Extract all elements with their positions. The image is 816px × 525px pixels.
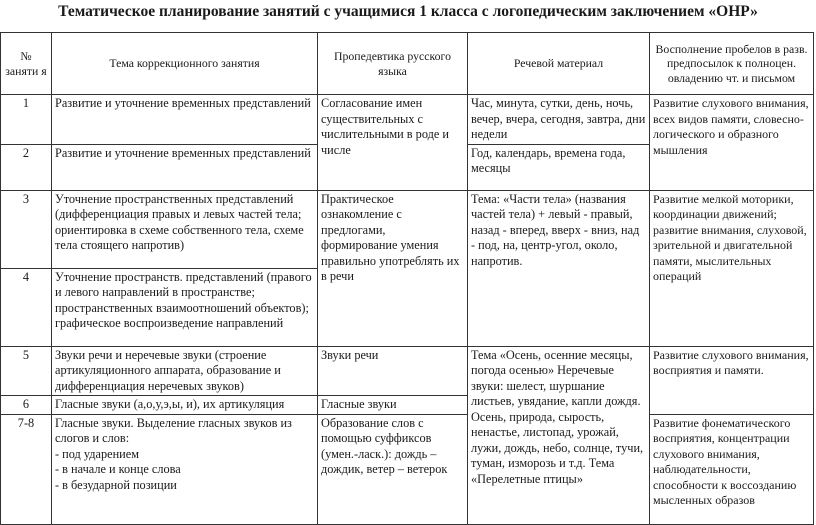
- row-num: 1: [1, 95, 52, 145]
- list-item: - под ударением: [55, 446, 139, 461]
- row-topic: Уточнение пространственных представлений (дифференциация правых и левых частей тела; ориентировка в схеме собственного тела, схеме тела стоящего напротив): [52, 190, 318, 268]
- gaps-cell: Развитие слухового внимания, восприятия и памяти.: [650, 346, 814, 414]
- list-item: - в безударной позиции: [55, 477, 177, 492]
- row-num: 7-8: [1, 414, 52, 524]
- row-topic-text: Гласные звуки. Выделение гласных звуков из слогов и слов:: [55, 415, 292, 445]
- row-topic: Гласные звуки (а,о,у,э,ы, и), их артикуляция: [52, 396, 318, 415]
- speech-cell: Тема «Осень, осенние месяцы, погода осенью» Неречевые звуки: шелест, шуршание листьев, увядание, капли дождя. Осень, природа, сырость, ненастье, листопад, урожай, лужи, дождь, небо, солнце, тучи, туман, изморозь и т.д. Тема «Перелетные птицы»: [468, 346, 650, 524]
- list-item: - в начале и конце слова: [55, 462, 181, 476]
- header-num: № заняти я: [1, 33, 52, 95]
- speech-cell: Час, минута, сутки, день, ночь, вечер, вчера, сегодня, завтра, дни недели: [468, 95, 650, 145]
- propaedeutics-cell: Гласные звуки: [318, 396, 468, 415]
- row-num: 2: [1, 144, 52, 190]
- propaedeutics-cell: Согласование имен существительных с числительными в роде и числе: [318, 95, 468, 191]
- header-row: [1, 33, 814, 95]
- table-row: [1, 95, 814, 145]
- row-num: 6: [1, 396, 52, 415]
- row-num: 4: [1, 268, 52, 346]
- row-topic: Уточнение пространств. представлений (правого и левого направлений в пространстве; пространственных взаимоотношений объектов); графическое воспроизведение направлений: [52, 268, 318, 346]
- planning-table: [0, 32, 814, 525]
- gaps-cell: Развитие слухового внимания, всех видов памяти, словесно-логического и образного мышления: [650, 95, 814, 191]
- propaedeutics-cell: Практическое ознакомление с предлогами, формирование умения правильно употреблять их в речи: [318, 190, 468, 346]
- header-propaedeutics: Пропедевтика русского языка: [318, 33, 468, 95]
- propaedeutics-cell: Звуки речи: [318, 346, 468, 396]
- table-row: [1, 414, 814, 524]
- speech-cell: Тема: «Части тела» (названия частей тела) + левый - правый, назад - вперед, вверх - вниз, над - под, на, центр-угол, около, напротив.: [468, 190, 650, 346]
- gaps-cell: Развитие мелкой моторики, координации движений; развитие внимания, слуховой, зрительной и двигательной памяти, мыслительных операций: [650, 190, 814, 346]
- header-gaps: Восполнение пробелов в разв. предпосылок к полноцен. овладению чт. и письмом: [650, 33, 814, 95]
- row-num: 5: [1, 346, 52, 396]
- row-topic: Развитие и уточнение временных представлений: [52, 144, 318, 190]
- table-row: [1, 346, 814, 396]
- row-topic: Звуки речи и неречевые звуки (строение артикуляционного аппарата, образование и дифференциация неречевых звуков): [52, 346, 318, 396]
- speech-cell: Год, календарь, времена года, месяцы: [468, 144, 650, 190]
- row-num: 3: [1, 190, 52, 268]
- header-speech: Речевой материал: [468, 33, 650, 95]
- propaedeutics-cell: Образование слов с помощью суффиксов (умен.-ласк.): дождь – дождик, ветер – ветерок: [318, 414, 468, 524]
- gaps-cell: Развитие фонематического восприятия, концентрации слухового внимания, наблюдательности, способности к воссозданию мысленных образов: [650, 414, 814, 524]
- table-row: [1, 190, 814, 268]
- row-topic: Развитие и уточнение временных представлений: [52, 95, 318, 145]
- row-topic: [52, 414, 318, 524]
- header-topic: Тема коррекционного занятия: [52, 33, 318, 95]
- page-title: Тематическое планирование занятий с учащимися 1 класса с логопедическим заключением «ОНР»: [58, 3, 758, 20]
